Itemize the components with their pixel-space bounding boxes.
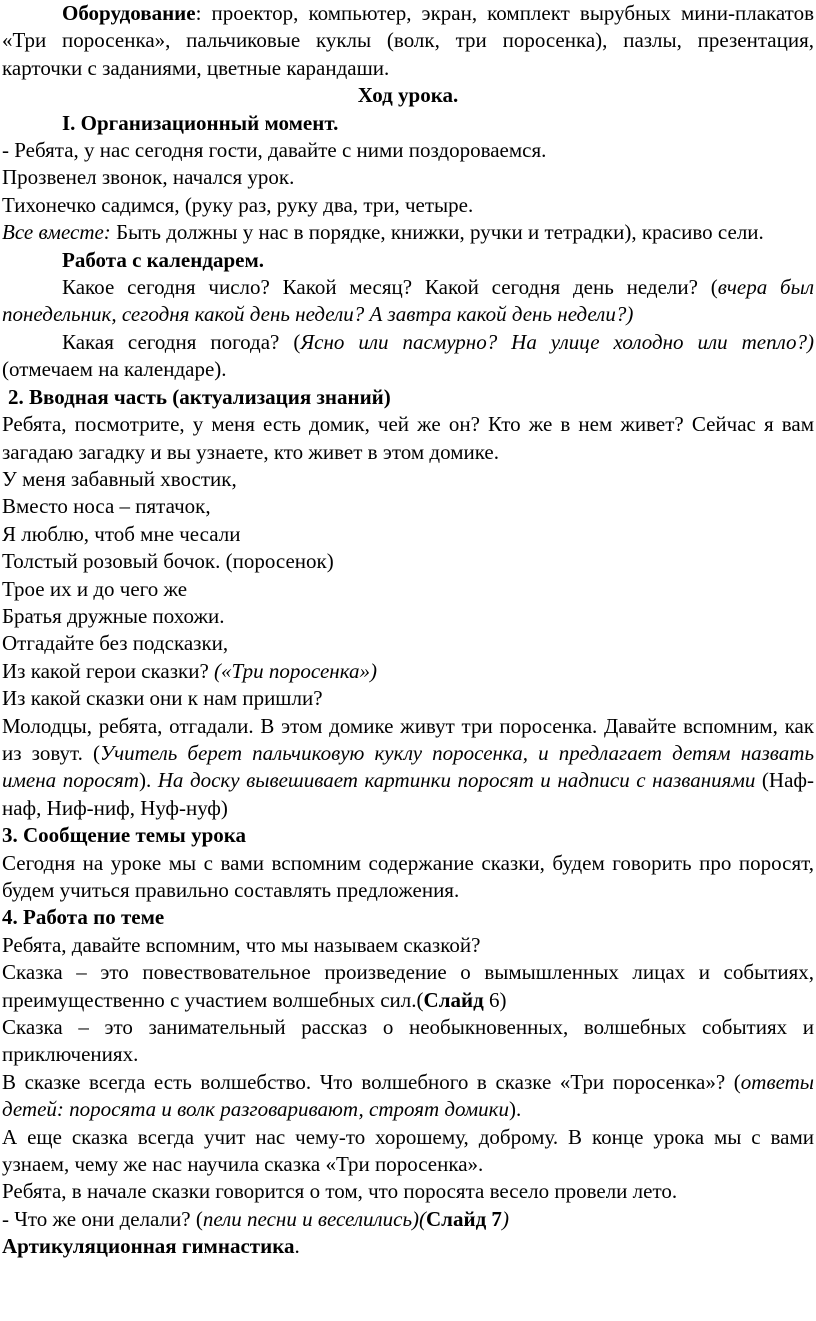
all-together-text: Быть должны у нас в порядке, книжки, ручки и тетрадки), красиво сели. [110, 220, 764, 245]
bell-line: Прозвенел звонок, начался урок. [2, 165, 295, 190]
calendar-q1-text: Какое сегодня число? Какой месяц? Какой сегодня день недели? ( [62, 275, 718, 300]
riddle-line: Трое их и до чего же [2, 576, 188, 601]
magic-text: В сказке всегда есть волшебство. Что волшебного в сказке «Три поросенка»? ( [2, 1069, 741, 1094]
articulation-dot: . [294, 1234, 300, 1259]
hero-question [2, 658, 814, 685]
fairy-tale-question: Ребята, давайте вспомним, что мы называем сказкой? [2, 932, 481, 957]
hero-question-text: Из какой герои сказки? [2, 658, 215, 683]
section1-heading: I. Организационный момент. [62, 110, 339, 135]
calendar-question-1 [2, 274, 814, 329]
what-answer: пели песни и веселились)( [202, 1206, 427, 1231]
riddle-line: Братья дружные похожи. [2, 603, 225, 628]
section2-intro: Ребята, посмотрите, у меня есть домик, чей же он? Кто же в нем живет? Сейчас я вам загадаю загадку и вы узнаете, кто живет в этом домике. [2, 412, 814, 464]
lesson-title: Ход урока. [357, 83, 459, 108]
children-answers: ответы детей: поросята и волк разговаривают, строят домики [2, 1069, 814, 1122]
magic-paragraph [2, 1069, 814, 1124]
board-instruction: На доску вывешивает картинки поросят и надписи с названиями [157, 768, 756, 793]
articulation-paragraph [2, 1233, 814, 1260]
calendar-q1-italic: вчера был понедельник, сегодня какой день недели? А завтра какой день недели?) [2, 275, 814, 327]
what-text: - Что же они делали? ( [2, 1206, 203, 1231]
definition-1 [2, 959, 814, 1014]
equipment-paragraph [2, 0, 814, 82]
equipment-text: : проектор, компьютер, экран, комплект вырубных мини-плакатов «Три поросенка», пальчиковые куклы (волк, три поросенка), пазлы, презентация, карточки с заданиями, цветные карандаши. [2, 1, 814, 80]
hero-answer: («Три поросенка») [214, 658, 378, 683]
calendar-q2-italic: Ясно или пасмурно? На улице холодно или тепло?) [300, 329, 814, 354]
pig-names: (Наф-наф, Ниф-ниф, Нуф-нуф) [2, 768, 814, 820]
greeting-line: - Ребята, у нас сегодня гости, давайте с ними поздороваемся. [2, 138, 547, 163]
well-done-mid: ). [138, 768, 158, 793]
tale-question: Из какой сказки они к нам пришли? [2, 686, 323, 711]
section4-heading: 4. Работа по теме [2, 905, 165, 930]
slide-7-label: Слайд 7 [426, 1206, 502, 1231]
definition-1-text: Сказка – это повествовательное произведение о вымышленных лицах и событиях, преимущественно с участием волшебных сил.( [2, 960, 814, 1012]
sit-line: Тихонечко садимся, (руку раз, руку два, три, четыре. [2, 192, 474, 217]
section3-text: Сегодня на уроке мы с вами вспомним содержание сказки, будем говорить про поросят, будем учиться правильно составлять предложения. [2, 850, 814, 902]
section3-heading: 3. Сообщение темы урока [2, 823, 247, 848]
riddle-line: Толстый розовый бочок. (поросенок) [2, 549, 334, 574]
riddle-line: Я люблю, чтоб мне чесали [2, 521, 241, 546]
calendar-q2-text: Какая сегодня погода? ( [62, 329, 301, 354]
section2-heading: 2. Вводная часть (актуализация знаний) [8, 384, 391, 409]
what-did-they-do [2, 1206, 814, 1233]
calendar-question-2 [2, 329, 814, 384]
riddle-line: У меня забавный хвостик, [2, 466, 237, 491]
what-end: ) [501, 1206, 509, 1231]
well-done-paragraph [2, 713, 814, 823]
calendar-q2-end: (отмечаем на календаре). [2, 357, 227, 382]
equipment-label: Оборудование [62, 1, 196, 25]
calendar-heading: Работа с календарем. [62, 247, 265, 272]
teacher-instruction: Учитель берет пальчиковую куклу поросенка, и предлагает детям назвать имена поросят [2, 740, 814, 793]
definition-2: Сказка – это занимательный рассказ о необыкновенных, волшебных событиях и приключениях. [2, 1015, 814, 1067]
slide-6-number: 6) [483, 987, 507, 1012]
well-done-text: Молодцы, ребята, отгадали. В этом домике живут три поросенка. Давайте вспомним, как из зовут. ( [2, 713, 814, 765]
all-together-label: Все вместе: [2, 220, 111, 245]
all-together-paragraph [2, 219, 814, 246]
magic-end: ). [508, 1097, 522, 1122]
slide-label: Слайд [423, 987, 484, 1012]
teaching-paragraph: А еще сказка всегда учит нас чему-то хорошему, доброму. В конце урока мы с вами узнаем, чему же нас научила сказка «Три поросенка». [2, 1124, 814, 1177]
riddle-line: Отгадайте без подсказки, [2, 631, 229, 656]
articulation-heading: Артикуляционная гимнастика [2, 1234, 295, 1259]
summer-paragraph: Ребята, в начале сказки говорится о том, что поросята весело провели лето. [2, 1179, 678, 1204]
riddle-line: Вместо носа – пятачок, [2, 494, 211, 519]
